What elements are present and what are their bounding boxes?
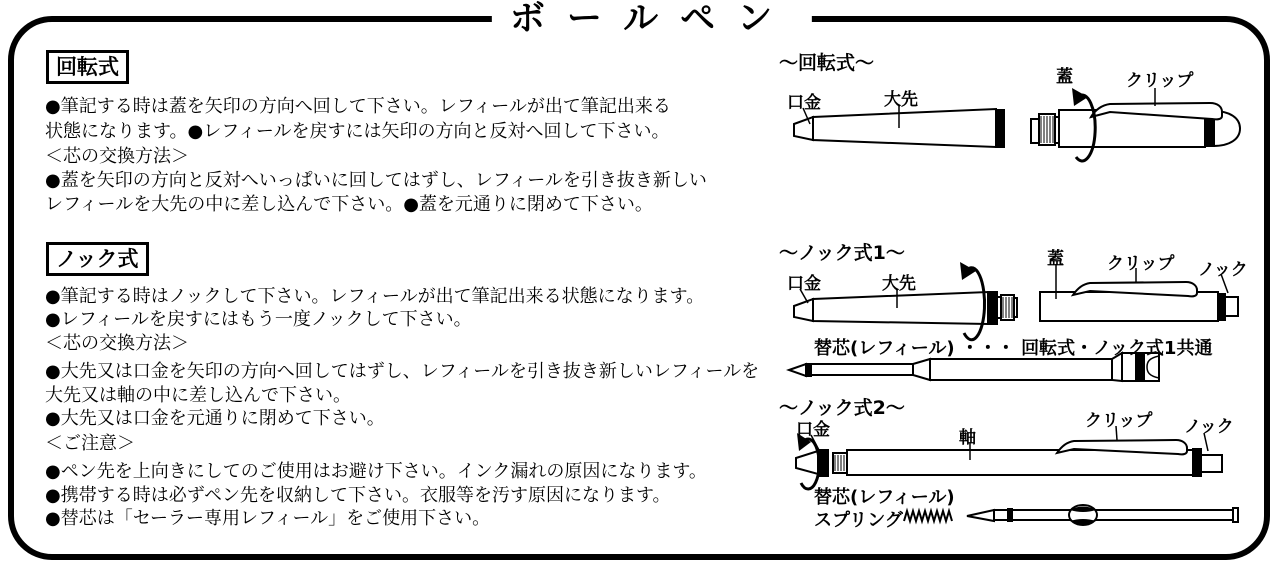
knock-instruction-line: 大先又は軸の中に差し込んで下さい。 [45,385,351,406]
section-header-rotation-label: 回転式 [56,55,119,79]
label-clip-rotation: クリップ [1126,71,1194,91]
rotation-instruction-line: ●蓋を矢印の方向と反対へいっぱいに回してはずし、レフィールを引き抜き新しい [45,170,707,191]
knock-instruction-line: ●ペン先を上向きにしてのご使用はお避け下さい。インク漏れの原因になります。 [45,461,707,482]
label-clip-knock1: クリップ [1107,254,1175,274]
refill-note-knock1: 替芯(レフィール) ・・・ 回転式・ノック式1共通 [814,338,1213,359]
label-oosaki-rotation: 大先 [884,90,918,110]
label-knock-knock1: ノック [1198,260,1248,280]
rotation-instruction-line: ＜芯の交換方法＞ [45,146,189,167]
rotation-instruction-line: ●筆記する時は蓋を矢印の方向へ回して下さい。レフィールが出て筆記出来る [45,96,671,117]
label-kuchigane-rotation: 口金 [787,93,821,113]
knock-instruction-line: ●替芯は「セーラー専用レフィール」をご使用下さい。 [45,508,491,529]
knock-instruction-line: ●レフィールを戻すにはもう一度ノックして下さい。 [45,309,472,330]
knock-instruction-line: ●携帯する時は必ずペン先を収納して下さい。衣服等を汚す原因になります。 [45,485,671,506]
diagram-title-knock2: 〜ノック式2〜 [779,397,905,419]
label-jiku-knock2: 軸 [959,428,976,448]
pen-rotation-cap [1031,88,1240,161]
knock-instruction-line: ＜芯の交換方法＞ [45,333,189,354]
section-header-rotation [46,50,129,84]
rotation-instruction-line: レフィールを大先の中に差し込んで下さい。●蓋を元通りに閉めて下さい。 [45,194,653,215]
label-kuchigane-knock1: 口金 [787,274,821,294]
spring-label-knock2: スプリング [814,510,903,531]
rotation-instruction-line: 状態になります。●レフィールを戻すには矢印の方向と反対へ回して下さい。 [45,121,670,142]
label-clip-knock2: クリップ [1085,411,1153,431]
page-title: ボールペン [492,0,812,42]
knock-instruction-line: ＜ご注意＞ [45,433,135,454]
label-knock-knock2: ノック [1184,417,1234,437]
knock-instruction-line: ●筆記する時はノックして下さい。レフィールが出て筆記出来る状態になります。 [45,286,705,307]
diagram-title-rotation: 〜回転式〜 [779,52,875,74]
spring-drawing [904,511,952,521]
section-header-knock-label: ノック式 [56,247,139,271]
knock-instruction-line: ●大先又は口金を矢印の方向へ回してはずし、レフィールを引き抜き新しいレフィールを [45,361,760,382]
diagram-title-knock1: 〜ノック式1〜 [779,242,905,264]
refill-knock2 [967,505,1238,525]
refill-label-knock2: 替芯(レフィール) [814,487,955,508]
label-futa-rotation: 蓋 [1056,67,1073,87]
label-kuchigane-knock2: 口金 [796,420,830,440]
label-futa-knock1: 蓋 [1047,249,1064,269]
section-header-knock [46,242,149,276]
pen-knock2 [796,426,1222,489]
label-oosaki-knock1: 大先 [882,274,916,294]
pen-rotation-front [794,106,1004,147]
knock-instruction-line: ●大先又は口金を元通りに閉めて下さい。 [45,408,385,429]
